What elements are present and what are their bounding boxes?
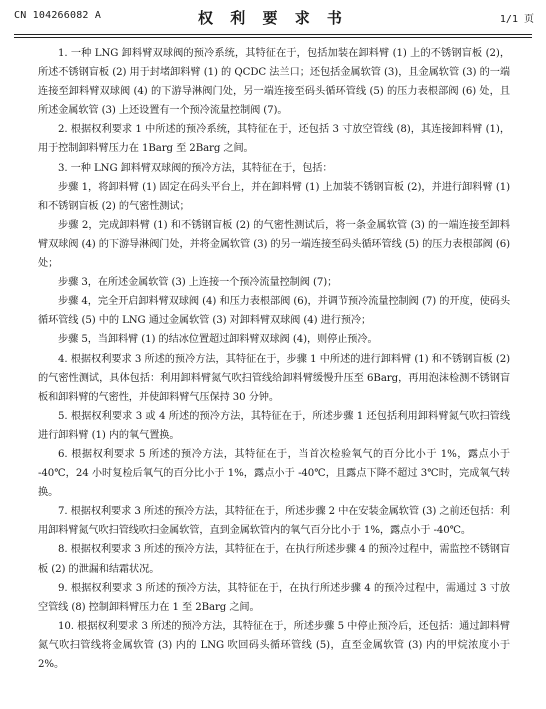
claims-body [38,44,510,674]
header-rule-top [14,34,532,35]
claim-9: 9. 根据权利要求 3 所述的预冷方法，其特征在于，在执行所述步骤 4 的预冷过程中，需通过 3 寸放空管线 (8) 控制卸料臂压力在 1 至 2Barg 之间。 [38,582,510,613]
page-number: 1/1 页 [499,14,534,25]
claim-1: 1. 一种 LNG 卸料臂双球阀的预冷系统，其特征在于，包括加装在卸料臂 (1) 上的不锈钢盲板 (2)，所述不锈钢盲板 (2) 用于封堵卸料臂 (1) 的 QCDC 法兰口；还包括金属软管 (3)，且金属软管 (3) 的一端连接至卸料臂双球阀 (4) 的下游导淋阀门处，另一端连接至码头循环管线 (5) 的压力表根部阀 (6) 处，且所述金属软管 (3) 上还设置有一个预冷流量控制阀 (7)。 [38,48,510,117]
claim-3-step-1: 步骤 1，将卸料臂 (1) 固定在码头平台上，并在卸料臂 (1) 上加装不锈钢盲板 (2)，并进行卸料臂 (1) 和不锈钢盲板 (2) 的气密性测试； [38,181,510,212]
claim-6: 6. 根据权利要求 5 所述的预冷方法，其特征在于，当首次检验氧气的百分比小于 1%，露点小于 -40℃，24 小时复检后氧气的百分比小于 1%，露点小于 -40℃，且露点下降不超过 3℃时，完成氧气转换。 [38,448,510,499]
claim-3-step-4: 步骤 4，完全开启卸料臂双球阀 (4) 和压力表根部阀 (6)，并调节预冷流量控制阀 (7) 的开度，使码头循环管线 (5) 中的 LNG 通过金属软管 (3) 对卸料臂双球阀 (4) 进行预冷； [38,296,510,327]
claim-3-step-5: 步骤 5，当卸料臂 (1) 的结冰位置超过卸料臂双球阀 (4)，则停止预冷。 [58,334,378,346]
claim-3-step-3: 步骤 3，在所述金属软管 (3) 上连接一个预冷流量控制阀 (7)； [58,277,338,289]
publication-number: CN 104266082 A [14,10,102,21]
claim-4: 4. 根据权利要求 3 所述的预冷方法，其特征在于，步骤 1 中所述的进行卸料臂 (1) 和不锈钢盲板 (2) 的气密性测试，具体包括：利用卸料臂氮气吹扫管线给卸料臂缓慢升压至 6Barg，再用泡沫检测不锈钢盲板和卸料臂的气密性，并使卸料臂气压保持 30 分钟。 [38,353,510,403]
claim-3: 3. 一种 LNG 卸料臂双球阀的预冷方法，其特征在于，包括： [58,162,333,174]
document-title: 权 利 要 求 书 [198,9,348,27]
claim-2: 2. 根据权利要求 1 中所述的预冷系统，其特征在于，还包括 3 寸放空管线 (8)，其连接卸料臂 (1)，用于控制卸料臂压力在 1Barg 至 2Barg 之间。 [38,124,510,155]
header-rule-bottom [14,37,532,38]
claim-5: 5. 根据权利要求 3 或 4 所述的预冷方法，其特征在于，所述步骤 1 还包括利用卸料臂氮气吹扫管线进行卸料臂 (1) 内的氧气置换。 [38,410,510,441]
claim-7: 7. 根据权利要求 3 所述的预冷方法，其特征在于，所述步骤 2 中在安装金属软管 (3) 之前还包括：利用卸料臂氮气吹扫管线吹扫金属软管，直到金属软管内的氧气百分比小于 1%，露点小于 -40℃。 [38,506,510,537]
claim-10: 10. 根据权利要求 3 所述的预冷方法，其特征在于，所述步骤 5 中停止预冷后，还包括：通过卸料臂氮气吹扫管线将金属软管 (3) 内的 LNG 吹回码头循环管线 (5)，直至金属软管 (3) 内的甲烷浓度小于 2%。 [38,620,510,670]
claim-8: 8. 根据权利要求 3 所述的预冷方法，其特征在于，在执行所述步骤 4 的预冷过程中，需监控不锈钢盲板 (2) 的泄漏和结霜状况。 [38,544,510,575]
page-header [0,0,546,36]
claim-3-step-2: 步骤 2，完成卸料臂 (1) 和不锈钢盲板 (2) 的气密性测试后，将一条金属软管 (3) 的一端连接至卸料臂双球阀 (4) 的下游导淋阀门处，并将金属软管 (3) 的另一端连接至码头循环管线 (5) 的压力表根部阀 (6) 处； [38,219,510,270]
